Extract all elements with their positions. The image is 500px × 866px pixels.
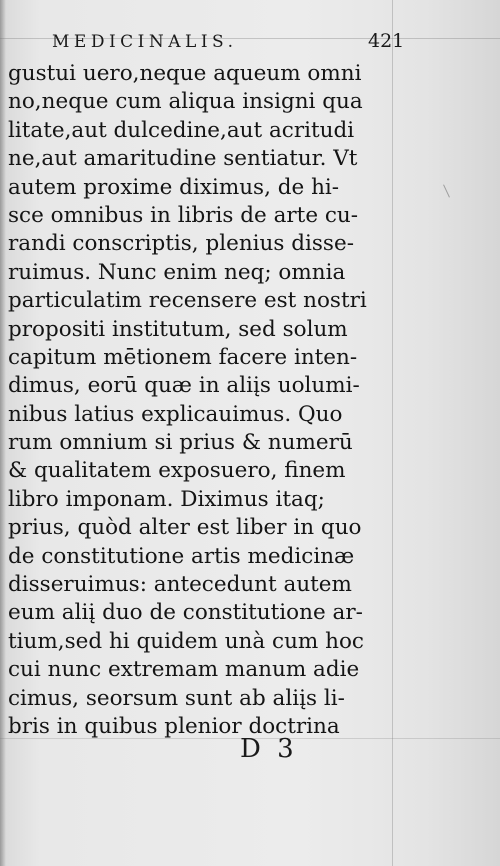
page-number: 421 bbox=[368, 30, 405, 52]
margin-mark bbox=[443, 184, 450, 197]
text-line: prius, quòd alter est liber in quo bbox=[8, 515, 362, 541]
text-line: dimus, eorū quæ in aliįs uolumi- bbox=[8, 373, 360, 399]
text-line: gustui uero,neque aqueum omni bbox=[8, 61, 362, 86]
body-text bbox=[8, 60, 392, 741]
text-line: disseruimus: antecedunt autem bbox=[8, 572, 352, 598]
text-line: & qualitatem exposuero, finem bbox=[8, 458, 346, 484]
text-line: cui nunc extremam manum adie bbox=[8, 657, 360, 683]
text-line: ne,aut amaritudine sentiatur. Vt bbox=[8, 146, 358, 172]
text-line: autem proxime diximus, de hi- bbox=[8, 174, 340, 200]
text-line: eum aliį duo de constitutione ar- bbox=[8, 600, 363, 626]
running-head: MEDICINALIS. bbox=[52, 32, 238, 52]
text-line: propositi institutum, sed solum bbox=[8, 316, 348, 342]
text-line: sce omnibus in libris de arte cu- bbox=[8, 202, 359, 228]
text-line: cimus, seorsum sunt ab aliįs li- bbox=[8, 685, 345, 711]
text-line: capitum mētionem facere inten- bbox=[8, 344, 358, 370]
margin-rule bbox=[392, 0, 393, 866]
text-line: randi conscriptis, plenius disse- bbox=[8, 231, 354, 257]
text-line: rum omnium si prius & numerū bbox=[8, 430, 353, 456]
text-line: particulatim recensere est nostri bbox=[8, 288, 367, 314]
text-line: ruimus. Nunc enim neq; omnia bbox=[8, 259, 346, 285]
text-line: de constitutione artis medicinæ bbox=[8, 543, 355, 569]
text-line: tium,sed hi quidem unà cum hoc bbox=[8, 628, 364, 654]
text-line: libro imponam. Diximus itaq; bbox=[8, 486, 325, 512]
signature-mark: D 3 bbox=[240, 734, 298, 764]
page-gutter-shadow bbox=[0, 0, 6, 866]
text-line: bris in quibus plenior doctrina bbox=[8, 713, 340, 739]
text-line: litate,aut dulcedine,aut acritudi bbox=[8, 117, 355, 143]
text-line: no,neque cum aliqua insigni qua bbox=[8, 89, 363, 115]
text-line: nibus latius explicauimus. Quo bbox=[8, 401, 343, 427]
